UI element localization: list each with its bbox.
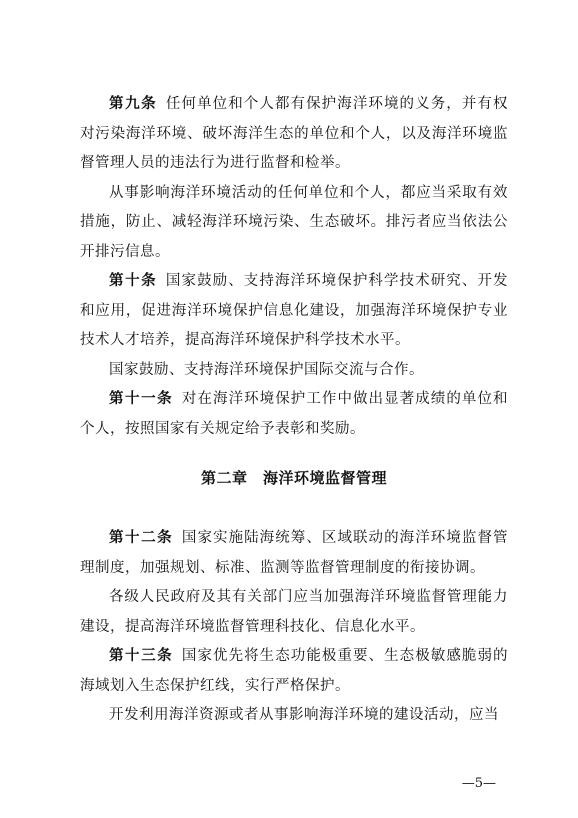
article-13-heading: 第十三条 bbox=[109, 648, 174, 664]
article-12-heading: 第十二条 bbox=[109, 530, 174, 546]
article-11-heading: 第十一条 bbox=[109, 391, 174, 407]
article-9-heading: 第九条 bbox=[109, 96, 158, 112]
article-10-text: 国家鼓励、支持海洋环境保护科学技术研究、开发和应用，促进海洋环境保护信息化建设，加强海洋环境保护专业技术人才培养，提高海洋环境保护科学技术水平。 bbox=[80, 273, 509, 348]
article-13-text: 国家优先将生态功能极重要、生态极敏感脆弱的海域划入生态保护红线，实行严格保护。 bbox=[80, 648, 508, 694]
article-9-paragraph bbox=[80, 90, 508, 179]
article-10-paragraph bbox=[80, 267, 508, 356]
article-11-text: 对在海洋环境保护工作中做出显著成绩的单位和个人，按照国家有关规定给予表彰和奖励。 bbox=[80, 391, 508, 437]
article-13-paragraph-2: 开发利用海洋资源或者从事影响海洋环境的建设活动，应当 bbox=[109, 707, 499, 723]
article-11-paragraph bbox=[80, 385, 508, 444]
section-before-chapter bbox=[80, 90, 508, 444]
article-13-paragraph bbox=[80, 642, 508, 701]
article-9-paragraph-2: 从事影响海洋环境活动的任何单位和个人，都应当采取有效措施，防止、减轻海洋环境污染、生态破坏。排污者应当依法公开排污信息。 bbox=[80, 184, 508, 260]
page-number: —5— bbox=[461, 776, 496, 791]
article-12-text: 国家实施陆海统筹、区域联动的海洋环境监督管理制度，加强规划、标准、监测等监督管理制度的衔接协调。 bbox=[80, 530, 508, 576]
article-10-heading: 第十条 bbox=[109, 273, 158, 289]
chapter-title: 第二章 海洋环境监督管理 bbox=[200, 469, 387, 487]
article-12-paragraph-2: 各级人民政府及其有关部门应当加强海洋环境监督管理能力建设，提高海洋环境监督管理科技化、信息化水平。 bbox=[80, 589, 508, 635]
article-12-paragraph bbox=[80, 524, 508, 583]
section-after-chapter bbox=[80, 524, 508, 731]
article-10-paragraph-2: 国家鼓励、支持海洋环境保护国际交流与合作。 bbox=[109, 361, 424, 378]
article-9-text: 任何单位和个人都有保护海洋环境的义务，并有权对污染海洋环境、破坏海洋生态的单位和个人，以及海洋环境监督管理人员的违法行为进行监督和检举。 bbox=[80, 96, 509, 171]
